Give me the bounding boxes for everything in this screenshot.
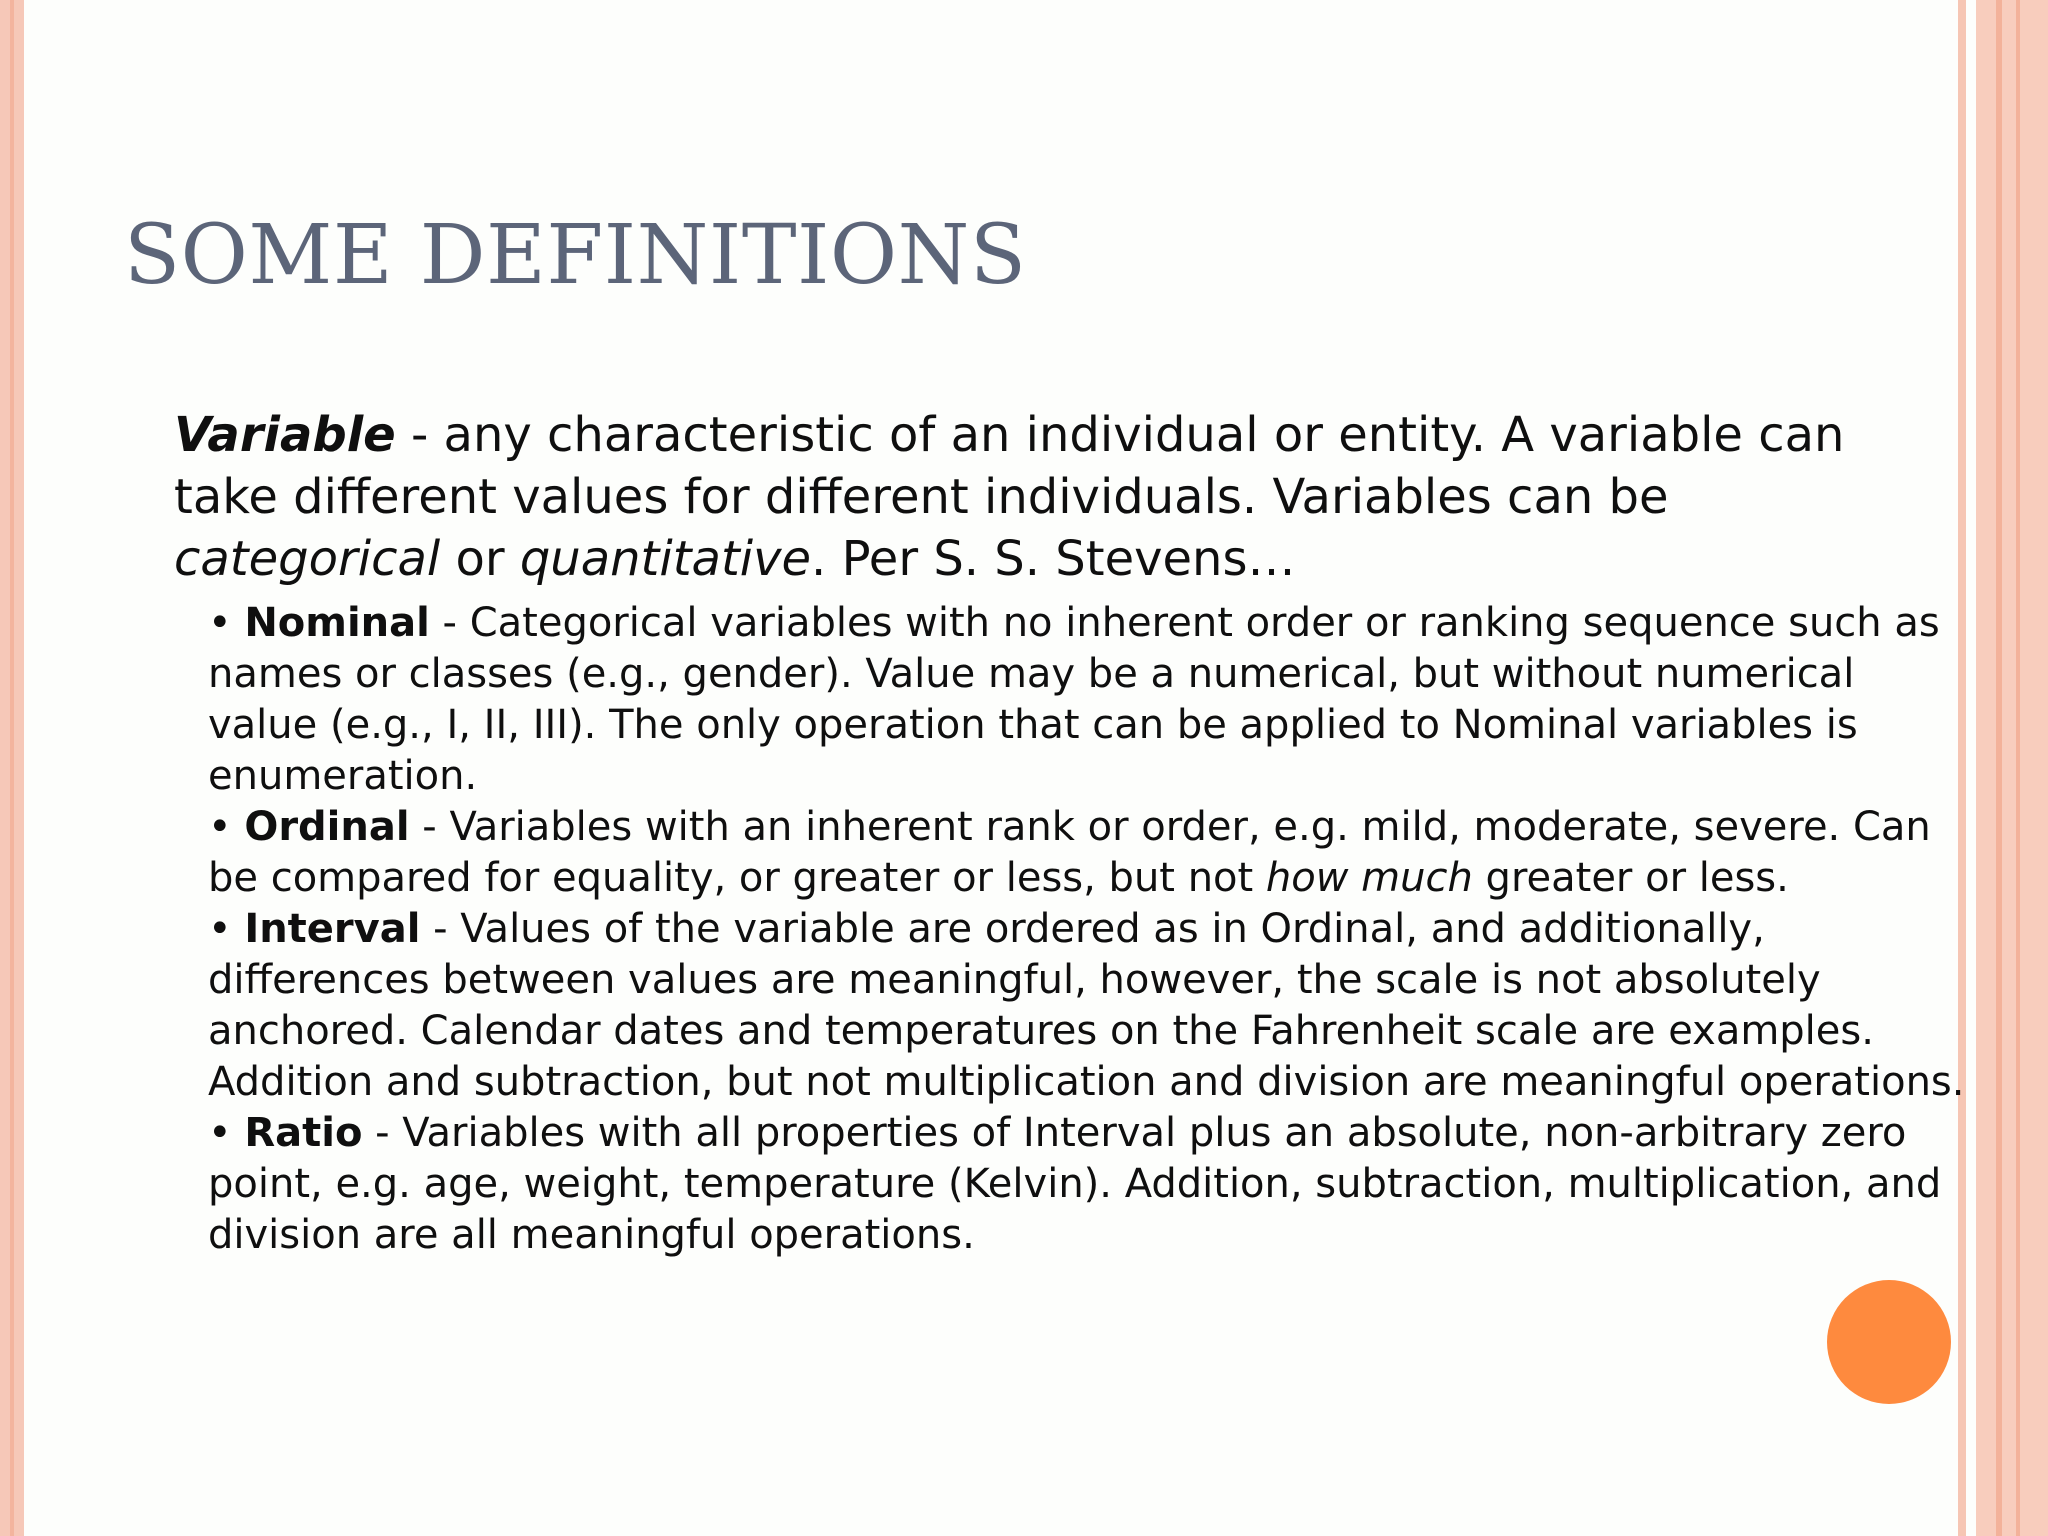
term-ratio: Ratio — [244, 1110, 363, 1156]
definition-ratio: - Variables with all properties of Interval plus an absolute, non-arbitrary zero point, e.g. age, weight, temperature (Kelvin). Addition, subtraction, multiplication, and division are all meaningful operations. — [208, 1110, 1942, 1258]
right-border-line — [2016, 0, 2020, 1536]
term-interval: Interval — [244, 906, 421, 952]
accent-circle — [1827, 1280, 1951, 1404]
left-border-line — [10, 0, 14, 1536]
definition-ordinal-emphasis: how much — [1265, 855, 1473, 901]
definition-ordinal: - Variables with an inherent rank or order, e.g. mild, moderate, severe. Can be compared for equality, or greater or less, but not — [208, 804, 1931, 901]
definition-interval: - Values of the variable are ordered as in Ordinal, and additionally, differences between values are meaningful, however, the scale is not absolutely anchored. Calendar dates and temperatures on the Fahrenheit scale are examples. Addition and subtraction, but not multiplication and division are meaningful operations. — [208, 906, 1965, 1105]
term-nominal: Nominal — [244, 600, 430, 646]
intro-term: Variable — [174, 407, 396, 463]
bullet-marker: • — [208, 1110, 245, 1156]
intro-quantitative: quantitative — [519, 531, 812, 587]
slide-body — [174, 404, 1964, 1261]
intro-paragraph — [174, 404, 1914, 590]
bullet-marker: • — [208, 804, 245, 850]
intro-or: or — [440, 531, 520, 587]
intro-text-end: . Per S. S. Stevens… — [811, 531, 1296, 587]
term-ordinal: Ordinal — [244, 804, 410, 850]
bullet-marker: • — [208, 600, 245, 646]
list-item-nominal — [208, 598, 1968, 802]
right-border-line — [1996, 0, 2002, 1536]
right-border-band — [1976, 0, 2048, 1536]
definition-ordinal-end: greater or less. — [1472, 855, 1789, 901]
list-item-ordinal — [208, 802, 1968, 904]
list-item-interval — [208, 904, 1968, 1108]
intro-categorical: categorical — [174, 531, 441, 587]
intro-text: - any characteristic of an individual or entity. A variable can take different values for different individuals. Variables can be — [174, 407, 1845, 525]
definition-nominal: - Categorical variables with no inherent order or ranking sequence such as names or classes (e.g., gender). Value may be a numerical, but without numerical value (e.g., I, II, III). The only operation that can be applied to Nominal variables is enumeration. — [208, 600, 1940, 799]
bullet-marker: • — [208, 906, 245, 952]
list-item-ratio — [208, 1108, 1968, 1261]
slide-title: SOME DEFINITIONS — [124, 208, 1027, 303]
definition-list — [208, 598, 1968, 1261]
